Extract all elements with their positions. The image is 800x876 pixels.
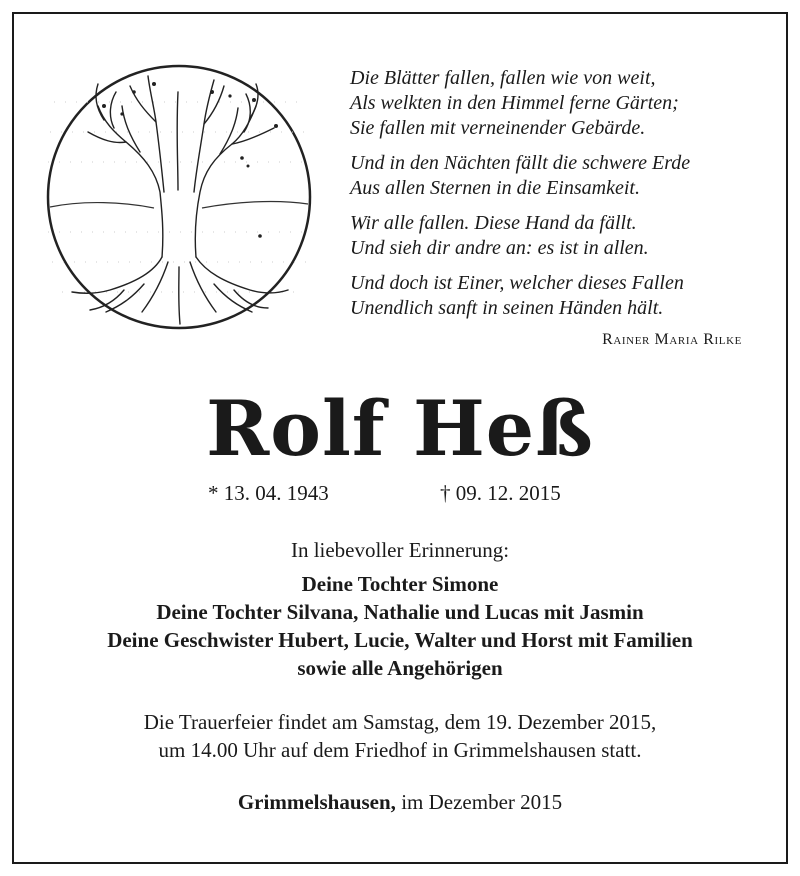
birth-date: * 13. 04. 1943 [208, 481, 329, 505]
place-date: im Dezember 2015 [395, 790, 563, 814]
poem-line: Sie fallen mit verneinender Gebärde. [350, 117, 646, 139]
poem-line: Als welkten in den Himmel ferne Gärten; [350, 92, 679, 114]
poem-line: Die Blätter fallen, fallen wie von weit, [350, 67, 656, 89]
family-line: Deine Tochter Silvana, Nathalie und Lucas mit Jasmin [156, 600, 644, 624]
poem-line: Wir alle fallen. Diese Hand da fällt. [350, 212, 637, 234]
ceremony-notice [0, 708, 800, 764]
poem-stanza [350, 211, 750, 261]
poem-line: Und in den Nächten fällt die schwere Erde [350, 152, 691, 174]
poem-stanza [350, 271, 750, 321]
place-and-date [0, 789, 800, 815]
poem-author: Rainer Maria Rilke [602, 331, 742, 348]
poem-line: Unendlich sanft in seinen Händen hält. [350, 297, 664, 319]
poem-line: Und sieh dir andre an: es ist in allen. [350, 237, 649, 259]
rilke-poem [350, 66, 750, 331]
poem-stanza [350, 66, 750, 141]
family-list [0, 570, 800, 682]
poem-line: Aus allen Sternen in die Einsamkeit. [350, 177, 640, 199]
place-town: Grimmelshausen, [237, 790, 396, 814]
family-line: Deine Geschwister Hubert, Lucie, Walter und Horst mit Familien [107, 628, 693, 652]
death-date: † 09. 12. 2015 [440, 481, 561, 505]
poem-line: Und doch ist Einer, welcher dieses Fallen [350, 272, 684, 294]
poem-stanza [350, 151, 750, 201]
family-line: sowie alle Angehörigen [297, 656, 503, 680]
ceremony-line: um 14.00 Uhr auf dem Friedhof in Grimmelshausen statt. [158, 738, 642, 762]
deceased-name: Rolf Heß [206, 384, 594, 473]
tree-of-life-icon [44, 62, 314, 332]
family-line: Deine Tochter Simone [301, 572, 499, 596]
memory-line: In liebevoller Erinnerung: [290, 538, 510, 562]
ceremony-line: Die Trauerfeier findet am Samstag, dem 19. Dezember 2015, [143, 710, 657, 734]
